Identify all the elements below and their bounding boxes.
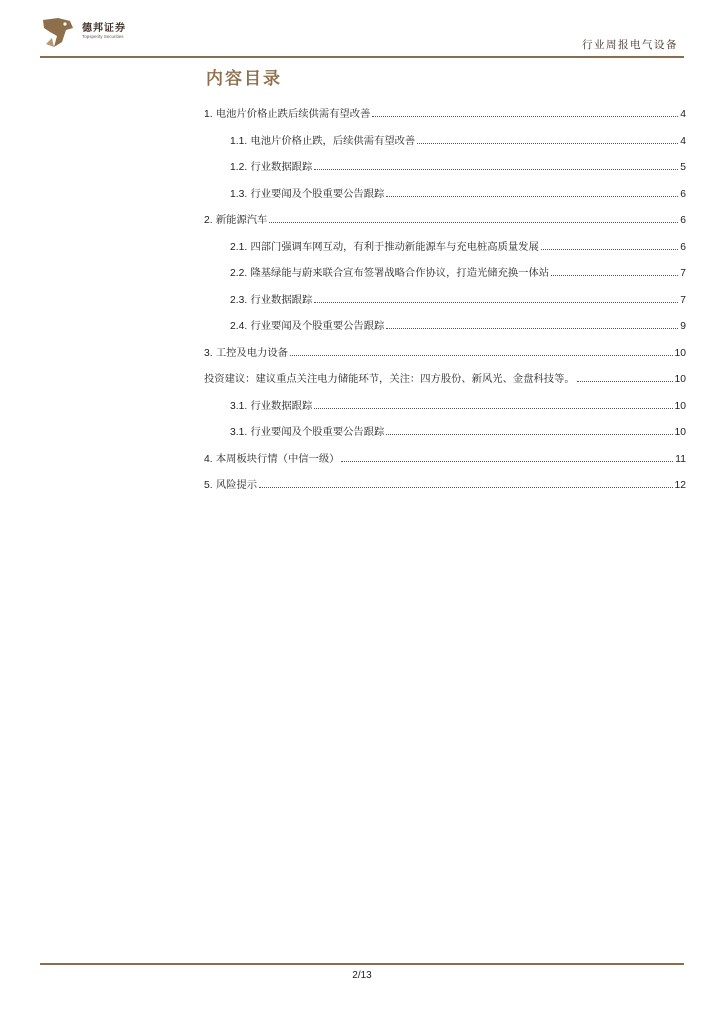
toc-entry-page: 4 — [680, 135, 686, 147]
toc-entry-page: 10 — [674, 374, 686, 385]
toc-leader-dots — [314, 407, 672, 409]
toc-entry-label — [230, 238, 539, 253]
toc-entry-number: 1.2. — [230, 162, 248, 173]
toc-entry-page: 6 — [680, 215, 686, 226]
toc-entry-text: 新能源汽车 — [215, 214, 268, 226]
toc-entry-page: 7 — [680, 268, 686, 279]
toc-entry-label — [230, 185, 384, 200]
toc-entry-text: 行业要闻及个股重要公告跟踪 — [250, 187, 385, 200]
toc-entry[interactable] — [230, 184, 686, 200]
toc-entry-number: 4. — [204, 453, 213, 465]
toc-leader-dots — [290, 354, 673, 356]
toc-entry-number: 1. — [204, 109, 213, 120]
toc-entry-label — [230, 291, 312, 306]
toc-entry-number: 2.1. — [230, 241, 248, 253]
toc-entry[interactable] — [230, 290, 686, 306]
toc-entry-label — [204, 476, 257, 491]
toc-leader-dots — [341, 460, 673, 462]
toc-entry-label — [204, 105, 370, 120]
toc-entry-page: 5 — [680, 162, 686, 173]
toc-leader-dots — [577, 380, 673, 382]
toc-leader-dots — [259, 486, 672, 488]
toc-entry-text: 行业数据跟踪 — [250, 399, 313, 412]
toc-entry-label — [230, 423, 384, 438]
toc-title: 内容目录 — [206, 69, 282, 89]
toc-entry-text: 风险提示 — [215, 479, 258, 491]
toc-entry[interactable] — [230, 157, 686, 173]
toc-entry[interactable] — [230, 316, 686, 332]
toc-leader-dots — [386, 327, 678, 329]
toc-entry-text: 投资建议：建议重点关注电力储能环节，关注：四方股份、新风光、金盘科技等。 — [204, 373, 575, 385]
toc-entry-number: 2. — [204, 215, 213, 226]
toc-entry[interactable] — [204, 369, 686, 385]
toc-entry[interactable] — [204, 210, 686, 226]
brand-name: 德邦证券 — [82, 23, 126, 34]
toc-entry-page: 12 — [674, 480, 686, 491]
report-category: 行业周报电气设备 — [582, 39, 678, 51]
toc-entry-number: 2.3. — [230, 294, 248, 306]
toc-entry-number: 2.2. — [230, 268, 248, 279]
toc-entry-number: 2.4. — [230, 321, 248, 332]
toc-entry-text: 电池片价格止跌，后续供需有望改善 — [250, 134, 416, 147]
toc-entry-label — [204, 450, 339, 465]
toc-entry[interactable] — [230, 422, 686, 438]
toc-entry-label — [204, 344, 288, 359]
toc-entry-page: 6 — [680, 188, 686, 200]
toc-entry-label — [204, 370, 575, 385]
toc-entry[interactable] — [204, 449, 686, 465]
toc-entry[interactable] — [230, 131, 686, 147]
toc-entry-number: 3. — [204, 347, 213, 359]
toc-entry-text: 本周板块行情（中信一级） — [215, 452, 340, 465]
toc-entry[interactable] — [230, 263, 686, 279]
toc-entry-page: 4 — [680, 109, 686, 120]
toc-leader-dots — [541, 248, 678, 250]
toc-entry-text: 电池片价格止跌后续供需有望改善 — [215, 108, 371, 120]
toc-entry-label — [230, 158, 312, 173]
toc-entry-page: 7 — [680, 294, 686, 306]
toc-entry-label — [230, 264, 549, 279]
toc-entry-page: 10 — [674, 427, 686, 438]
toc-leader-dots — [386, 195, 678, 197]
toc-entry-label — [230, 132, 415, 147]
toc-leader-dots — [314, 168, 678, 170]
toc-leader-dots — [417, 142, 678, 144]
toc-entry-number: 1.1. — [230, 135, 248, 147]
toc-entry-page: 9 — [680, 321, 686, 332]
toc-entry-number: 1.3. — [230, 188, 248, 200]
toc-entry-page: 6 — [680, 241, 686, 253]
toc-entry-text: 行业数据跟踪 — [250, 161, 313, 173]
toc-leader-dots — [372, 115, 678, 117]
toc-leader-dots — [269, 221, 678, 223]
toc-entry-number: 3.1. — [230, 400, 248, 412]
footer-divider — [40, 963, 684, 965]
toc-entry[interactable] — [204, 104, 686, 120]
brand-name-en: Topsperity Securities — [82, 34, 124, 39]
toc-entry-label — [230, 317, 384, 332]
toc-entry-label — [230, 397, 312, 412]
toc-entry[interactable] — [230, 237, 686, 253]
toc-entry[interactable] — [204, 475, 686, 491]
toc-entry[interactable] — [204, 343, 686, 359]
brand-logo-icon — [40, 14, 76, 50]
toc-entry-page: 11 — [675, 453, 686, 465]
toc-entry-text: 行业要闻及个股重要公告跟踪 — [250, 320, 385, 332]
toc-leader-dots — [314, 301, 678, 303]
toc-entry-text: 行业数据跟踪 — [250, 293, 313, 306]
toc-entry-text: 四部门强调车网互动，有利于推动新能源车与充电桩高质量发展 — [250, 240, 539, 253]
toc-entry-number: 3.1. — [230, 427, 248, 438]
toc-entry-text: 隆基绿能与蔚来联合宣布签署战略合作协议，打造光储充换一体站 — [250, 267, 550, 279]
toc-entry[interactable] — [230, 396, 686, 412]
toc-entry-number: 5. — [204, 480, 213, 491]
toc-entry-label — [204, 211, 267, 226]
toc-entry-page: 10 — [674, 400, 686, 412]
toc-leader-dots — [551, 274, 678, 276]
toc-leader-dots — [386, 433, 672, 435]
toc-entry-text: 工控及电力设备 — [215, 346, 288, 359]
toc-entry-text: 行业要闻及个股重要公告跟踪 — [250, 426, 385, 438]
page-header — [40, 14, 684, 58]
toc-entry-page: 10 — [674, 347, 686, 359]
page-number: 2/13 — [352, 970, 372, 981]
header-divider — [40, 56, 684, 58]
